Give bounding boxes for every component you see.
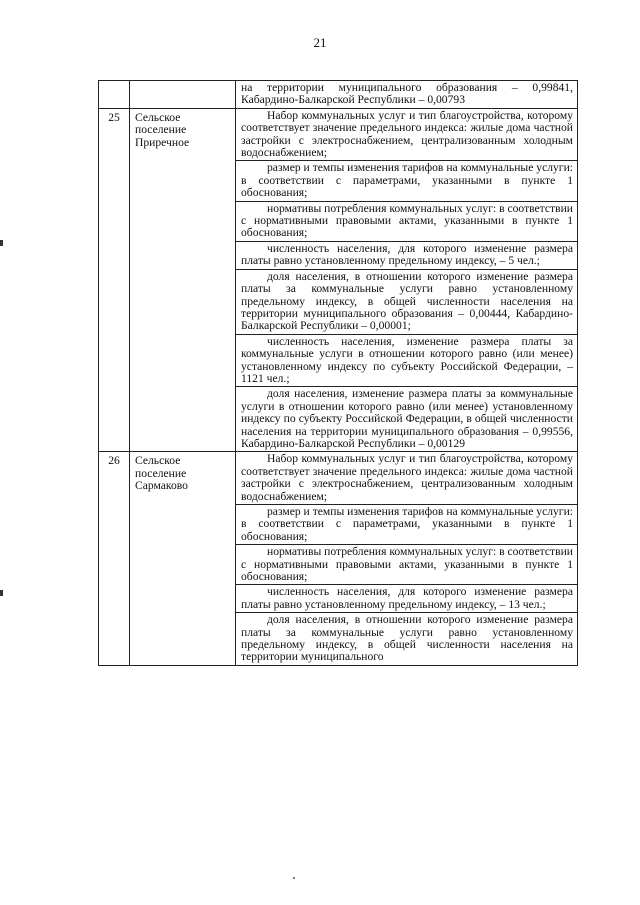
paragraph: нормативы потребления коммунальных услуг: в соответствии с нормативными правовыми актами, указанными в пункте 1 обоснования;: [236, 202, 577, 242]
row-number: 26: [99, 452, 130, 666]
paragraph: доля населения, в отношении которого изменение размера платы за коммунальные услуги равно установленному предельному индексу, в общей численности населения на территории муниципального: [241, 613, 573, 664]
scan-speck: [293, 877, 295, 879]
paragraph: Набор коммунальных услуг и тип благоустройства, которому соответствует значение предельного индекса: жилые дома частной застройки с электроснабжением, централизованным холодным водоснабжением;: [236, 109, 577, 162]
paragraph: нормативы потребления коммунальных услуг: в соответствии с нормативными правовыми актами, указанными в пункте 1 обоснования;: [236, 545, 577, 585]
settlement-name-line: поселение: [135, 123, 187, 137]
scan-margin-mark: [0, 240, 3, 246]
paragraph: размер и темпы изменения тарифов на коммунальные услуги: в соответствии с параметрами, указанными в пункте 1 обоснования;: [236, 161, 577, 201]
settlement-name-line: поселение: [135, 466, 187, 480]
row-text-cell: [236, 108, 578, 452]
paragraph: численность населения, для которого изменение размера платы равно установленному предельному индексу, – 13 чел.;: [236, 585, 577, 613]
paragraph: размер и темпы изменения тарифов на коммунальные услуги: в соответствии с параметрами, указанными в пункте 1 обоснования;: [236, 505, 577, 545]
table-row: [99, 108, 578, 452]
table-row: [99, 452, 578, 666]
row-text-cell: [236, 81, 578, 109]
row-name-cell: [130, 81, 236, 109]
paragraph: доля населения, в отношении которого изменение размера платы за коммунальные услуги равно установленному предельному индексу, в общей численности населения на территории муниципального образования – 0,00444, Кабардино-Балкарской Республики – 0,00001;: [236, 270, 577, 335]
settlement-name: [130, 108, 236, 452]
settlement-name-line: Приречное: [135, 135, 190, 149]
paragraph: численность населения, изменение размера платы за коммунальные услуги в отношении которого равно (или менее) установленному индексу по субъекту Российской Федерации, – 1121 чел.;: [236, 335, 577, 388]
document-table: [98, 80, 578, 666]
continuation-paragraph: на территории муниципального образования – 0,99841, Кабардино-Балкарской Республики – 0,00793: [241, 81, 573, 107]
row-number: 25: [99, 108, 130, 452]
table-row: [99, 81, 578, 109]
scan-margin-mark: [0, 590, 3, 596]
page-number: 21: [313, 35, 327, 50]
settlement-name-line: Сельское: [135, 110, 181, 124]
paragraph: численность населения, для которого изменение размера платы равно установленному предельному индексу, – 5 чел.;: [236, 242, 577, 270]
settlement-name-line: Сельское: [135, 454, 181, 468]
paragraph: доля населения, изменение размера платы за коммунальные услуги в отношении которого равно (или менее) установленному индексу по субъекту Российской Федерации, в общей численности населения на территории муниципального образования – 0,99556, Кабардино-Балкарской Республики – 0,00129: [241, 387, 573, 450]
row-number-cell: [99, 81, 130, 109]
paragraph: Набор коммунальных услуг и тип благоустройства, которому соответствует значение предельного индекса: жилые дома частной застройки с электроснабжением, централизованным холодным водоснабжением;: [236, 452, 577, 505]
settlement-name: [130, 452, 236, 666]
row-text-cell: [236, 452, 578, 666]
settlement-name-line: Сармаково: [135, 479, 188, 493]
